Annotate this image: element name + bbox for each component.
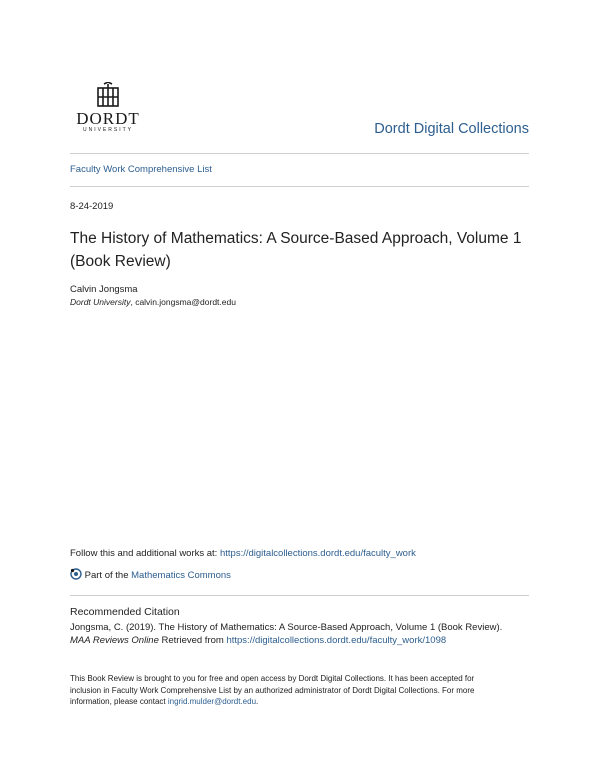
notice-contact-prefix: information, please contact: [70, 697, 168, 706]
publication-date: 8-24-2019: [70, 201, 114, 212]
author-affiliation: Dordt University: [70, 297, 131, 307]
divider: [70, 153, 529, 154]
citation-line: Jongsma, C. (2019). The History of Mathematics: A Source-Based Approach, Volume 1 (Book Review).: [70, 622, 503, 633]
citation-journal: MAA Reviews Online: [70, 635, 159, 646]
logo-subtitle: UNIVERSITY: [82, 127, 133, 133]
logo-wordmark: DORDT: [76, 109, 140, 128]
notice-line: This Book Review is brought to you for free and open access by Dordt Digital Collections. It has been accepted for: [70, 674, 475, 683]
citation-heading: Recommended Citation: [70, 606, 180, 618]
follow-line: [70, 548, 416, 560]
follow-url-link[interactable]: https://digitalcollections.dordt.edu/faculty_work: [219, 548, 416, 559]
author-email: , calvin.jongsma@dordt.edu: [130, 297, 236, 307]
collection-link[interactable]: Faculty Work Comprehensive List: [70, 164, 212, 175]
citation-retrieved: Retrieved from: [158, 635, 227, 646]
notice-suffix: .: [256, 697, 259, 706]
contact-email-link[interactable]: ingrid.mulder@dordt.edu: [167, 697, 257, 706]
divider: [70, 186, 529, 187]
commons-network-icon: [70, 568, 82, 580]
citation-url-link[interactable]: https://digitalcollections.dordt.edu/faculty_work/1098: [226, 635, 447, 646]
mathematics-commons-link[interactable]: Mathematics Commons: [131, 570, 231, 581]
document-title: The History of Mathematics: A Source-Based Approach, Volume 1 (Book Review): [70, 230, 522, 270]
part-of-prefix: Part of the: [84, 570, 132, 581]
author-name: Calvin Jongsma: [70, 284, 138, 295]
dordt-logo: [74, 82, 146, 140]
divider: [70, 595, 529, 596]
follow-text: Follow this and additional works at:: [70, 548, 220, 559]
citation-source-line: [70, 635, 540, 647]
author-affiliation-line: [70, 297, 236, 308]
notice-line: [70, 696, 540, 708]
dordt-digital-collections-link[interactable]: Dordt Digital Collections: [374, 121, 529, 137]
part-of-line: [70, 568, 231, 582]
crest-icon: [74, 82, 142, 110]
access-notice: [70, 673, 540, 708]
notice-line: inclusion in Faculty Work Comprehensive List by an authorized administrator of Dordt Digital Collections. For more: [70, 685, 475, 695]
